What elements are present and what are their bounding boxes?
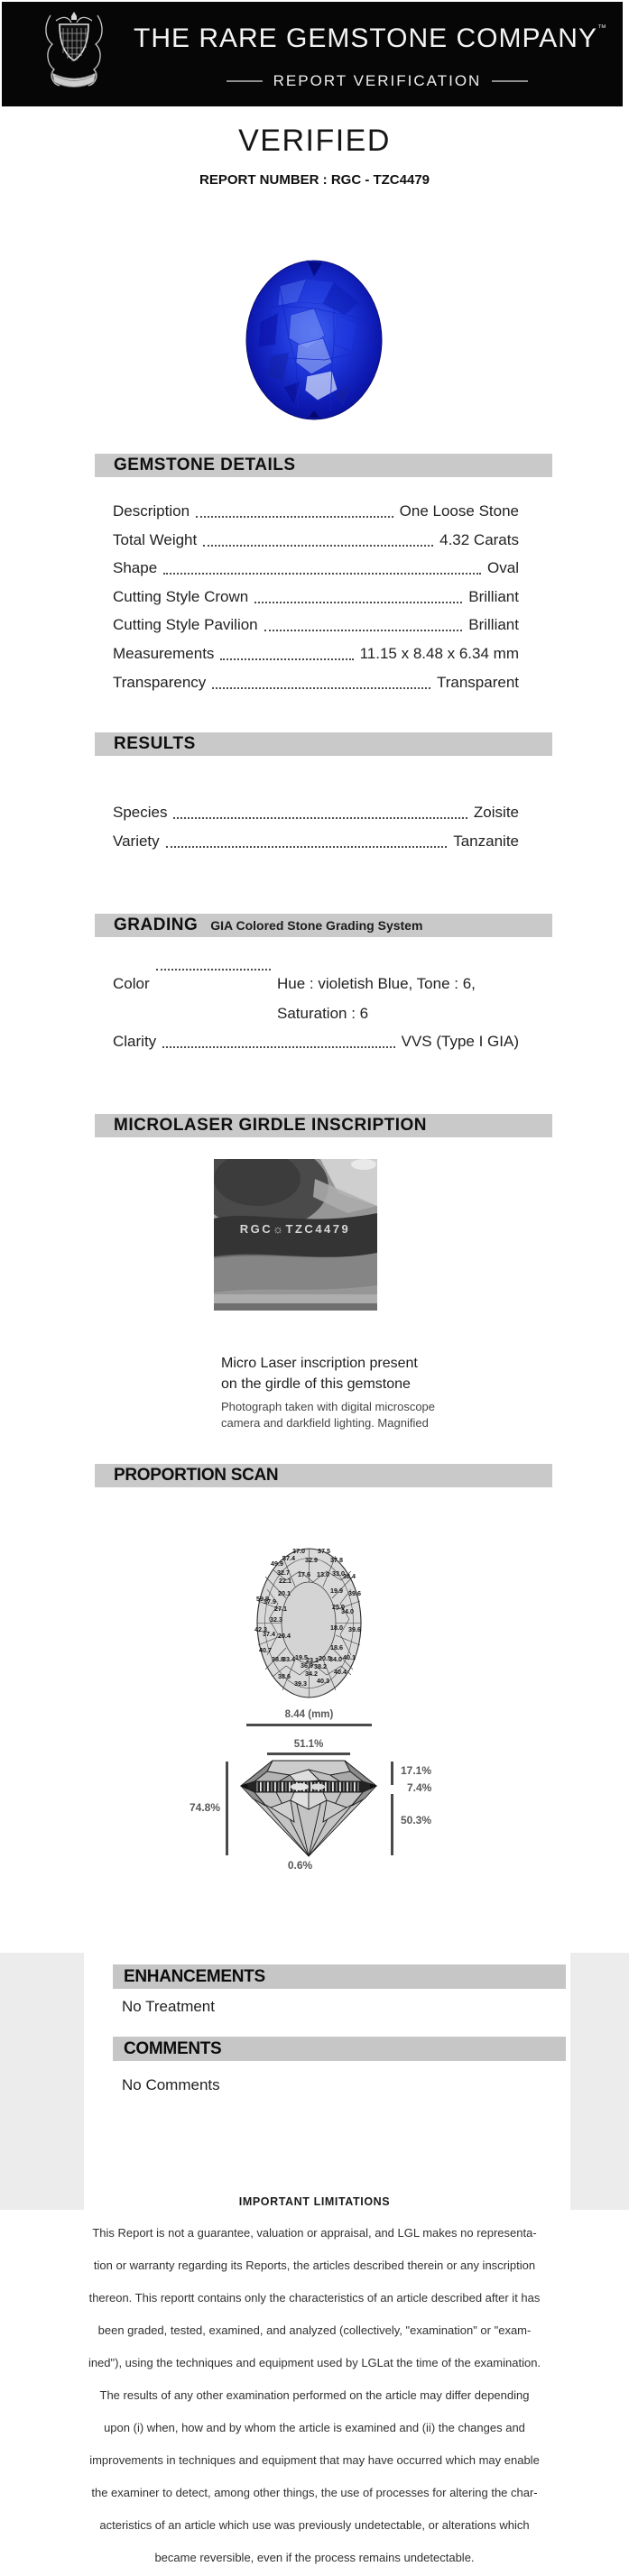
lower-card	[84, 1953, 570, 2210]
limitations-line: been graded, tested, examined, and analyzed (collectively, "examination" or "exam-	[97, 2323, 532, 2337]
table-percent-label: 51.1%	[293, 1739, 324, 1750]
row-value: 11.15 x 8.48 x 6.34 mm	[359, 644, 519, 662]
crown-percent-label: 17.1%	[401, 1764, 432, 1777]
detail-row	[113, 502, 519, 520]
limitations-line: thereon. This reportt contains only the characteristics of an article described after it has	[88, 2291, 541, 2305]
clarity-value: VVS (Type I GIA)	[401, 1033, 519, 1050]
detail-row	[113, 587, 519, 606]
girdle-percent-label: 7.4%	[407, 1781, 432, 1794]
row-dotted-leader	[220, 658, 353, 660]
row-label: Description	[113, 502, 190, 520]
facet-angle-value: 33.4	[282, 1655, 295, 1663]
culet-percent-label: 0.6%	[287, 1859, 313, 1872]
row-dotted-leader	[264, 630, 463, 631]
row-value: Tanzanite	[453, 832, 519, 850]
facet-angle-value: 37.0	[292, 1547, 305, 1555]
inscription-caption	[221, 1353, 456, 1394]
left-dash-rule	[227, 80, 263, 82]
right-dash-rule	[492, 80, 528, 82]
section-bar-grading	[95, 914, 552, 937]
caption-line1: Micro Laser inscription present	[221, 1356, 418, 1371]
facet-angle-value: 20.1	[278, 1589, 291, 1597]
section-bar-inscription: MICROLASER GIRDLE INSCRIPTION	[95, 1114, 552, 1137]
trademark-symbol: ™	[597, 23, 606, 33]
depth-ruler	[226, 1762, 228, 1855]
grading-rows	[113, 969, 519, 1064]
facet-angle-value: 39.3	[294, 1679, 307, 1688]
masthead	[2, 2, 623, 106]
detail-row	[113, 832, 519, 851]
clarity-dotted-leader	[162, 1046, 394, 1048]
facet-angle-value: 36.9	[301, 1661, 313, 1670]
color-value-line1: Hue : violetish Blue, Tone : 6,	[277, 975, 476, 992]
facet-angle-value: 59.9	[256, 1595, 269, 1603]
row-label: Cutting Style Crown	[113, 587, 249, 605]
facet-angle-value: 25.0	[332, 1603, 345, 1611]
row-label: Cutting Style Pavilion	[113, 616, 258, 634]
row-value: Brilliant	[468, 587, 519, 605]
caption-line2: on the girdle of this gemstone	[221, 1376, 411, 1392]
section-bar-results: RESULTS	[95, 732, 552, 756]
facet-angle-value: 49.9	[271, 1559, 283, 1568]
row-dotted-leader	[173, 817, 467, 819]
color-label: Color	[113, 975, 150, 992]
limitations-line: The results of any other examination performed on the article may differ depending	[99, 2388, 530, 2402]
facet-angle-value: 33.0	[332, 1569, 345, 1578]
company-name	[134, 23, 621, 54]
facet-angle-value: 34.0	[341, 1607, 354, 1615]
crown-ruler	[391, 1762, 393, 1785]
facet-angle-value: 27.1	[274, 1605, 287, 1613]
facet-angle-value: 32.9	[305, 1556, 318, 1564]
row-label: Variety	[113, 832, 160, 850]
company-name-text: THE RARE GEMSTONE COMPANY	[134, 23, 597, 53]
facet-angle-value: 20.5	[319, 1654, 331, 1662]
laser-inscription-text: RGC☼TZC4479	[239, 1222, 351, 1236]
row-label: Total Weight	[113, 530, 198, 548]
limitations-line: This Report is not a guarantee, valuation or appraisal, and LGL makes no representa-	[92, 2226, 537, 2240]
facet-angle-value: 37.8	[330, 1556, 343, 1564]
row-dotted-leader	[196, 516, 393, 518]
facet-angle-value: 40.1	[343, 1653, 356, 1661]
row-value: Zoisite	[473, 804, 519, 821]
grading-clarity-row	[113, 1035, 519, 1051]
pavilion-percent-label: 50.3%	[401, 1814, 432, 1826]
scale-label: 8.44 (mm)	[284, 1709, 334, 1720]
subtitle-text: REPORT VERIFICATION	[273, 72, 482, 89]
detail-row	[113, 806, 519, 822]
facet-angle-value: 39.6	[348, 1589, 361, 1597]
row-label: Measurements	[113, 644, 215, 662]
facet-angle-value: 40.4	[334, 1668, 347, 1676]
detail-row	[113, 616, 519, 634]
section-bar-enhancements: ENHANCEMENTS	[113, 1964, 566, 1989]
lower-card-background	[0, 1953, 629, 2210]
facet-angle-value: 23.2	[306, 1656, 319, 1664]
row-dotted-leader	[203, 545, 433, 547]
table-percent-line	[267, 1753, 350, 1755]
row-value: 4.32 Carats	[439, 530, 519, 548]
facet-angle-value: 34.0	[329, 1655, 342, 1663]
limitations-line: tion or warranty regarding its Reports, the articles described therein or any inscription	[93, 2259, 536, 2272]
verified-title: VERIFIED	[238, 124, 391, 158]
limitations-line: became reversible, even if the process remains undetectable.	[154, 2551, 475, 2564]
proportion-top-view-diagram	[245, 1533, 381, 1709]
facet-angle-value: 40.7	[259, 1646, 272, 1654]
facet-angle-value: 37.4	[282, 1554, 295, 1562]
facet-angle-value: 32.7	[277, 1569, 290, 1577]
detail-row	[113, 644, 519, 663]
row-value: Oval	[487, 559, 519, 577]
facet-angle-value: 18.0	[330, 1624, 343, 1632]
total-depth-label: 74.8%	[189, 1801, 220, 1814]
subcaption-line1: Photograph taken with digital microscope	[221, 1400, 436, 1413]
color-dotted-leader	[156, 969, 271, 971]
facet-angle-value: 32.3	[270, 1615, 282, 1624]
clarity-label: Clarity	[113, 1033, 157, 1050]
grading-subtitle: GIA Colored Stone Grading System	[210, 918, 423, 933]
detail-row	[113, 559, 519, 577]
facet-angle-value: 13.0	[317, 1570, 329, 1578]
facet-angle-value: 38.8	[272, 1655, 284, 1663]
row-value: One Loose Stone	[399, 502, 519, 520]
scale-line	[246, 1724, 372, 1726]
section-bar-proportion-scan: PROPORTION SCAN	[95, 1464, 552, 1487]
row-value: Transparent	[436, 673, 519, 691]
facet-angle-value: 39.6	[348, 1625, 361, 1633]
facet-angle-value: 17.6	[298, 1570, 310, 1578]
row-label: Species	[113, 804, 168, 821]
limitations-title: IMPORTANT LIMITATIONS	[238, 2195, 391, 2208]
limitations-line: upon (i) when, how and by whom the article is examined and (ii) the changes and	[104, 2421, 525, 2434]
row-label: Shape	[113, 559, 158, 577]
row-dotted-leader	[163, 573, 481, 575]
row-label: Transparency	[113, 673, 207, 691]
enhancements-value: No Treatment	[122, 1998, 215, 2015]
section-bar-comments: COMMENTS	[113, 2037, 566, 2061]
results-rows	[113, 806, 519, 863]
proportion-side-view-diagram	[240, 1759, 377, 1860]
grading-color-row	[113, 969, 519, 1028]
row-dotted-leader	[212, 687, 430, 689]
inscription-subcaption	[221, 1399, 474, 1431]
facet-angle-value: 37.9	[264, 1597, 276, 1605]
section-bar-gemstone-details: GEMSTONE DETAILS	[95, 454, 552, 477]
row-dotted-leader	[254, 602, 462, 603]
facet-angle-value: 37.5	[318, 1547, 330, 1555]
facet-angle-value: 38.4	[343, 1572, 356, 1580]
limitations-line: improvements in techniques and equipment that may have occurred which may enable	[89, 2453, 540, 2467]
facet-angle-value: 38.2	[314, 1662, 327, 1670]
detail-row	[113, 673, 519, 692]
facet-angle-value: 42.3	[254, 1625, 267, 1633]
report-number: REPORT NUMBER : RGC - TZC4479	[199, 172, 430, 188]
subcaption-line2: camera and darkfield lighting. Magnified	[221, 1416, 429, 1430]
facet-angle-value: 20.4	[278, 1632, 291, 1640]
limitations-text	[50, 2217, 579, 2574]
facet-angle-value: 22.1	[279, 1577, 291, 1585]
color-value	[277, 969, 519, 1028]
girdle-inscription-photo	[214, 1159, 377, 1311]
facet-angle-value: 34.2	[305, 1670, 318, 1678]
facet-angle-value: 19.5	[295, 1653, 308, 1661]
comments-value: No Comments	[122, 2076, 220, 2093]
pavilion-ruler	[391, 1794, 393, 1855]
facet-angle-value: 18.6	[330, 1643, 343, 1651]
report-verification-subtitle	[134, 72, 621, 90]
grading-title: GRADING	[114, 915, 199, 934]
limitations-line: the examiner to detect, among other things, the use of processes for altering the char-	[91, 2486, 538, 2499]
gemstone-details-rows	[113, 502, 519, 704]
color-value-line2: Saturation : 6	[277, 1005, 369, 1022]
row-dotted-leader	[166, 846, 448, 848]
limitations-line: ined"), using the techniques and equipment used by LGLat the time of the examination.	[88, 2356, 541, 2369]
company-crest-logo-icon	[42, 8, 106, 98]
facet-angle-value: 19.9	[330, 1587, 343, 1595]
facet-angle-value: 37.4	[263, 1630, 275, 1638]
facet-angle-value: 40.3	[317, 1677, 329, 1685]
gemstone-photo	[244, 259, 384, 421]
facet-angle-value: 38.6	[278, 1672, 291, 1680]
limitations-line: acteristics of an article which use was previously undetectable, or alterations which	[99, 2518, 530, 2532]
row-value: Brilliant	[468, 616, 519, 634]
detail-row	[113, 530, 519, 549]
